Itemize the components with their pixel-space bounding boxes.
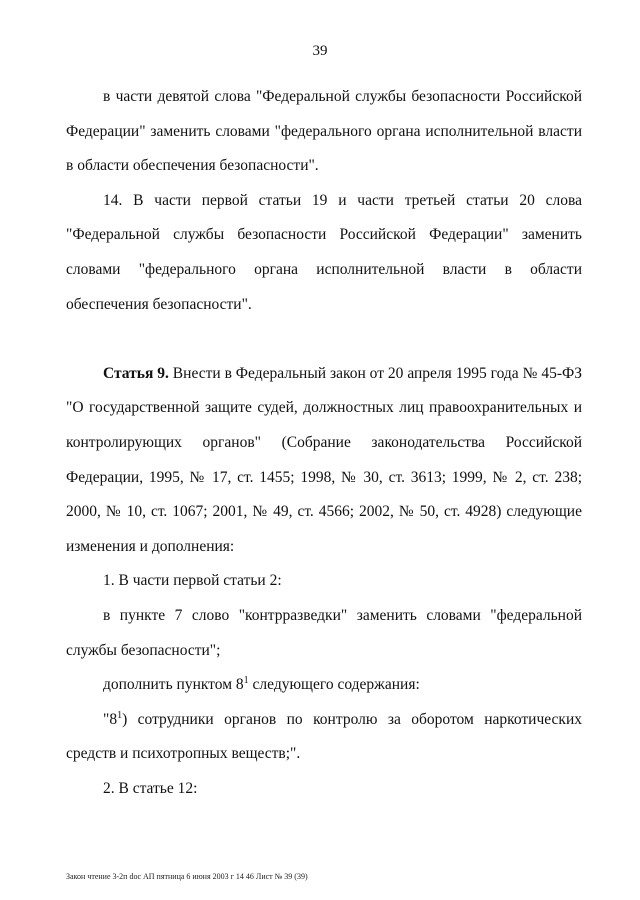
page-number: 39 [312,43,328,59]
add-point-text-end: следующего содержания: [248,676,420,694]
paragraph-add-point-8-1 [66,668,582,703]
paragraph-point-7: в пункте 7 слово "контрразведки" заменить словами "федеральной службы безопасности"; [66,606,582,659]
superscript-1: 1 [243,674,249,686]
paragraph-amendment-part-nine: в части девятой слова "Федеральной службы безопасности Российской Федерации" заменить словами "федерального органа исполнительной власти в области обеспечения безопасности". [66,88,582,175]
document-body [66,80,582,806]
paragraph-article-9 [66,357,582,565]
paragraph-point-8-1-content [66,703,582,772]
article-9-text: Внести в Федеральный закон от 20 апреля 1995 года № 45-ФЗ "О государственной защите судей, должностных лиц правоохранительных и контролирующих органов" (Собрание законодательства Российской Федерации, 1995, № 17, ст. 1455; 1998, № 30, ст. 3613; 1999, № 2, ст. 238; 2000, № 10, ст. 1067; 2001, № 49, ст. 4566; 2002, № 50, ст. 4928) следующие изменения и дополнения: [66,364,582,555]
document-footer: Закон чтение 3-2п doc АП пятница 6 июня 2003 г 14 46 Лист № 39 (39) [66,872,308,881]
article-9-label: Статья 9. [103,364,169,382]
superscript-1: 1 [117,709,123,721]
paragraph-item-2: 2. В статье 12: [103,779,198,797]
paragraph-item-1: 1. В части первой статьи 2: [103,572,282,590]
add-point-text: дополнить пунктом 8 [103,676,244,694]
point-content-start: "8 [103,710,118,728]
paragraph-item-14: 14. В части первой статьи 19 и части третьей статьи 20 слова "Федеральной службы безопасности Российской Федерации" заменить словами "федерального органа исполнительной власти в области обеспечения безопасности". [66,191,582,313]
point-content-text: ) сотрудники органов по контролю за оборотом наркотических средств и психотропных веществ;". [66,710,582,763]
